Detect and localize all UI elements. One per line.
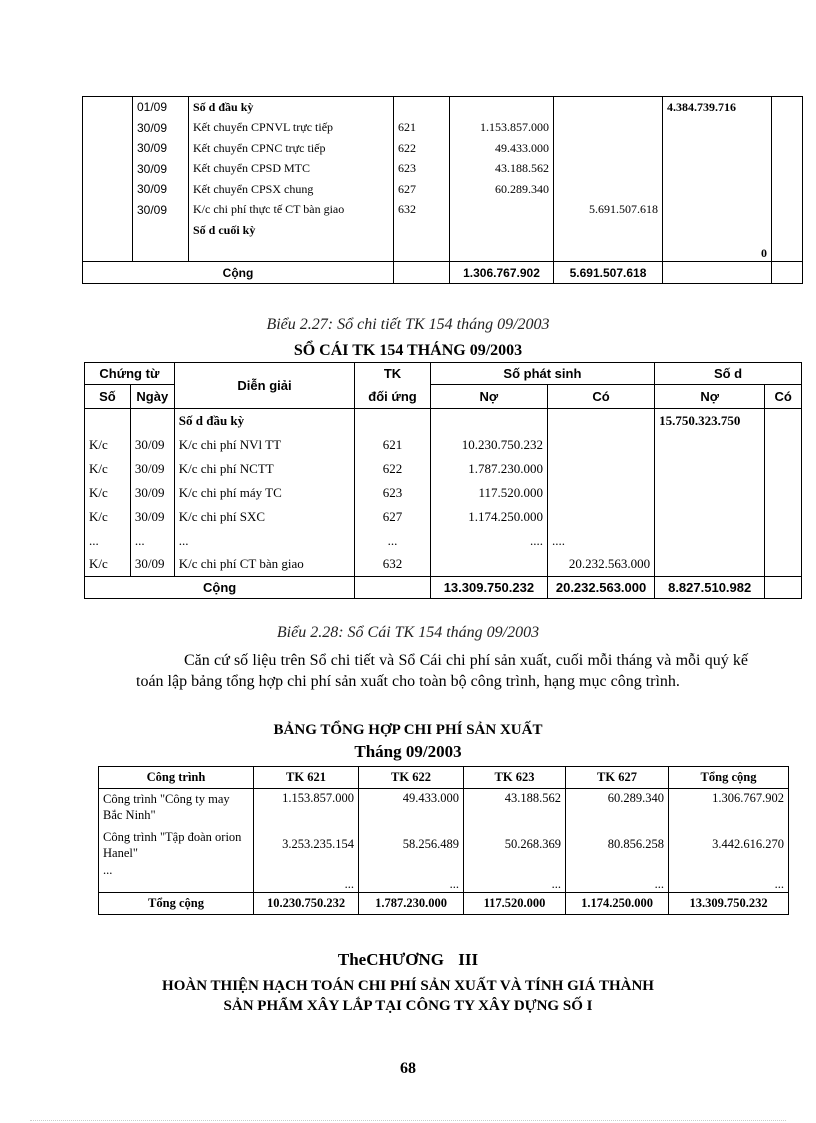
header-so-du: Số d [655,363,802,385]
header-tk627: TK 627 [566,767,669,789]
header-dien-giai: Diễn giải [174,363,355,409]
ledger-title: SỔ CÁI TK 154 THÁNG 09/2003 [293,342,523,359]
summary-subtitle: Tháng 09/2003 [354,742,462,761]
header-tong-cong: Tổng cộng [669,767,789,789]
cost-summary-table [98,766,789,915]
caption-2-27: Biểu 2.27: Sổ chi tiết TK 154 tháng 09/2003 [266,316,550,333]
table-row: K/c 30/09 K/c chi phí CT bàn giao 632 20.232.563.000 [85,553,802,577]
header-co: Có [548,385,655,409]
table-row: 01/09 Số d đầu kỳ 4.384.739.716 [83,97,803,118]
table-total-row: Cộng 1.306.767.902 5.691.507.618 [83,262,803,284]
table-total-row: Tổng cộng 10.230.750.232 1.787.230.000 117.520.000 1.174.250.000 13.309.750.232 [99,893,789,915]
table-row: Công trình "Công ty may Bắc Ninh" 1.153.857.000 49.433.000 43.188.562 60.289.340 1.306.767.902 [99,789,789,827]
general-ledger-table [84,362,802,599]
table-row: 30/09 K/c chi phí thực tế CT bàn giao 632 5.691.507.618 [83,200,803,221]
chapter-prefix: The [337,950,367,969]
header-no: Nợ [430,385,547,409]
summary-title: BẢNG TỔNG HỢP CHI PHÍ SẢN XUẤT [273,722,543,738]
table-row: 30/09 Kết chuyển CPNC trực tiếp 622 49.433.000 [83,138,803,159]
page-number: 68 [400,1060,416,1077]
table-row: K/c 30/09 K/c chi phí máy TC 623 117.520.000 [85,481,802,505]
header-doi-ung: đối ứng [355,385,430,409]
table-row: 30/09 Kết chuyển CPSD MTC 623 43.188.562 [83,159,803,180]
header-du-co: Có [765,385,802,409]
header-tk623: TK 623 [464,767,566,789]
header-tk: TK [355,363,430,385]
table-row: 0 [83,241,803,262]
body-paragraph: Căn cứ số liệu trên Sổ chi tiết và Sổ Cái chi phí sản xuất, cuối mỗi tháng và mỗi quý kế toán lập bảng tổng hợp chi phí sản xuất cho toàn bộ công trình, hạng mục công trình. [136,652,748,690]
header-tk622: TK 622 [359,767,464,789]
chapter-heading-line1: HOÀN THIỆN HẠCH TOÁN CHI PHÍ SẢN XUẤT VÀ TÍNH GIÁ THÀNH [162,978,654,994]
detail-ledger-table [82,96,803,284]
footer-dotted-line [30,1120,786,1121]
header-tk621: TK 621 [254,767,359,789]
header-so: Số [85,385,131,409]
table-row: Số d cuối kỳ [83,220,803,241]
table-total-row: Cộng 13.309.750.232 20.232.563.000 8.827.510.982 [85,577,802,599]
table-row: 30/09 Kết chuyển CPNVL trực tiếp 621 1.153.857.000 [83,118,803,139]
caption-2-28: Biểu 2.28: Sổ Cái TK 154 tháng 09/2003 [276,624,540,641]
table-row: K/c 30/09 K/c chi phí SXC 627 1.174.250.000 [85,505,802,529]
table-row: 30/09 Kết chuyển CPSX chung 627 60.289.340 [83,179,803,200]
header-du-no: Nợ [655,385,765,409]
table-row: Công trình "Tập đoàn orion Hanel" 3.253.235.154 58.256.489 50.268.369 80.856.258 3.442.616.270 [99,827,789,863]
chapter-title [0,950,816,970]
header-cong-trinh: Công trình [99,767,254,789]
table-row: Số d đầu kỳ 15.750.323.750 [85,409,802,433]
header-chung-tu: Chứng từ [85,363,175,385]
table-row: K/c 30/09 K/c chi phí NVl TT 621 10.230.750.232 [85,433,802,457]
chapter-name: CHƯƠNG III [366,950,479,969]
header-so-phat-sinh: Số phát sinh [430,363,654,385]
table-row: K/c 30/09 K/c chi phí NCTT 622 1.787.230.000 [85,457,802,481]
table-row: ... ... ... ... .... .... [85,529,802,553]
table-row: ... ... ... ... ... ... [99,863,789,893]
chapter-heading-line2: SẢN PHẨM XÂY LẮP TẠI CÔNG TY XÂY DỰNG SỐ I [223,998,593,1014]
header-ngay: Ngày [130,385,174,409]
